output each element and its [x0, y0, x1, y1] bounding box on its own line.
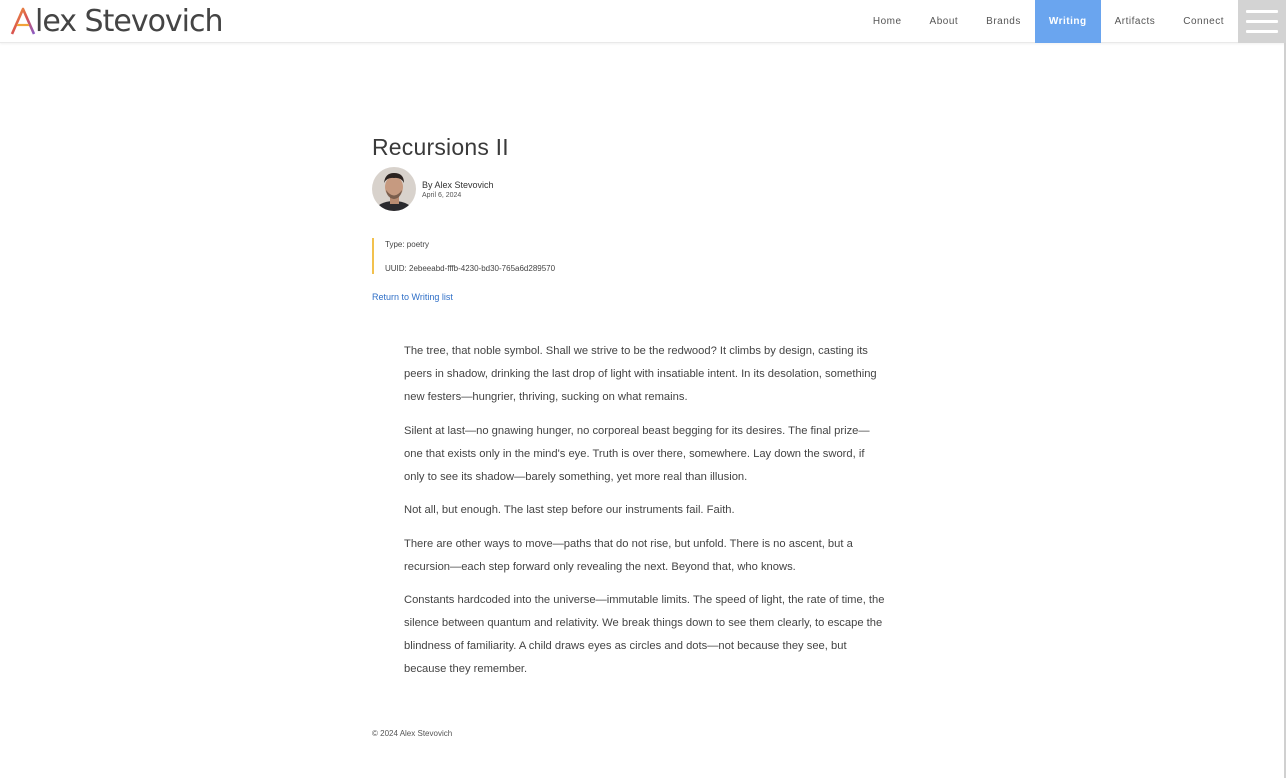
meta-box [372, 238, 772, 274]
article [372, 134, 892, 211]
nav-connect[interactable]: Connect [1183, 16, 1224, 27]
page-title: Recursions II [372, 134, 509, 160]
hamburger-line [1246, 10, 1278, 13]
main-nav [859, 0, 1238, 43]
site-header [0, 0, 1286, 43]
poem-paragraph: Constants hardcoded into the universe—immutable limits. The speed of light, the rate of time, the silence between quantum and relativity. We break things down to see them clearly, to escape the blindness of familiarity. A child draws eyes as circles and dots—not because they see, but because they remember. [404, 594, 885, 675]
poem-body [404, 340, 888, 692]
nav-home[interactable]: Home [872, 16, 902, 27]
hamburger-icon[interactable] [1238, 0, 1286, 43]
byline-text [422, 180, 494, 199]
logo-a-mark [10, 6, 36, 36]
byline [372, 167, 892, 211]
meta-uuid: UUID: 2ebeeabd-fffb-4230-bd30-765a6d289570 [385, 264, 556, 273]
author-avatar [372, 167, 416, 211]
poem-paragraph: Not all, but enough. The last step before our instruments fail. Faith. [404, 504, 735, 516]
nav-brands[interactable]: Brands [986, 16, 1021, 27]
poem-paragraph: The tree, that noble symbol. Shall we strive to be the redwood? It climbs by design, casting its peers in shadow, drinking the last drop of light with insatiable intent. In its desolation, something new festers—hungrier, thriving, sucking on what remains. [404, 345, 877, 403]
footer-copyright: © 2024 Alex Stevovich [372, 729, 453, 738]
author-name: By Alex Stevovich [422, 179, 494, 190]
site-logo[interactable] [10, 3, 223, 39]
hamburger-line [1246, 30, 1278, 33]
meta-type: Type: poetry [385, 240, 430, 249]
nav-about[interactable]: About [929, 16, 959, 27]
hamburger-line [1246, 20, 1278, 23]
return-to-writing-link[interactable]: Return to Writing list [372, 292, 453, 302]
logo-text: lex Stevovich [35, 3, 223, 39]
poem-paragraph: There are other ways to move—paths that do not rise, but unfold. There is no ascent, but a recursion—each step forward only revealing the next. Beyond that, who knows. [404, 537, 853, 573]
poem-paragraph: Silent at last—no gnawing hunger, no corporeal beast begging for its desires. The final prize—one that exists only in the mind's eye. Truth is over there, somewhere. Lay down the sword, if only to see its shadow—barely something, yet more real than illusion. [404, 424, 870, 483]
nav-writing[interactable]: Writing [1035, 0, 1101, 43]
publish-date: April 6, 2024 [422, 191, 462, 199]
nav-artifacts[interactable]: Artifacts [1114, 16, 1156, 27]
